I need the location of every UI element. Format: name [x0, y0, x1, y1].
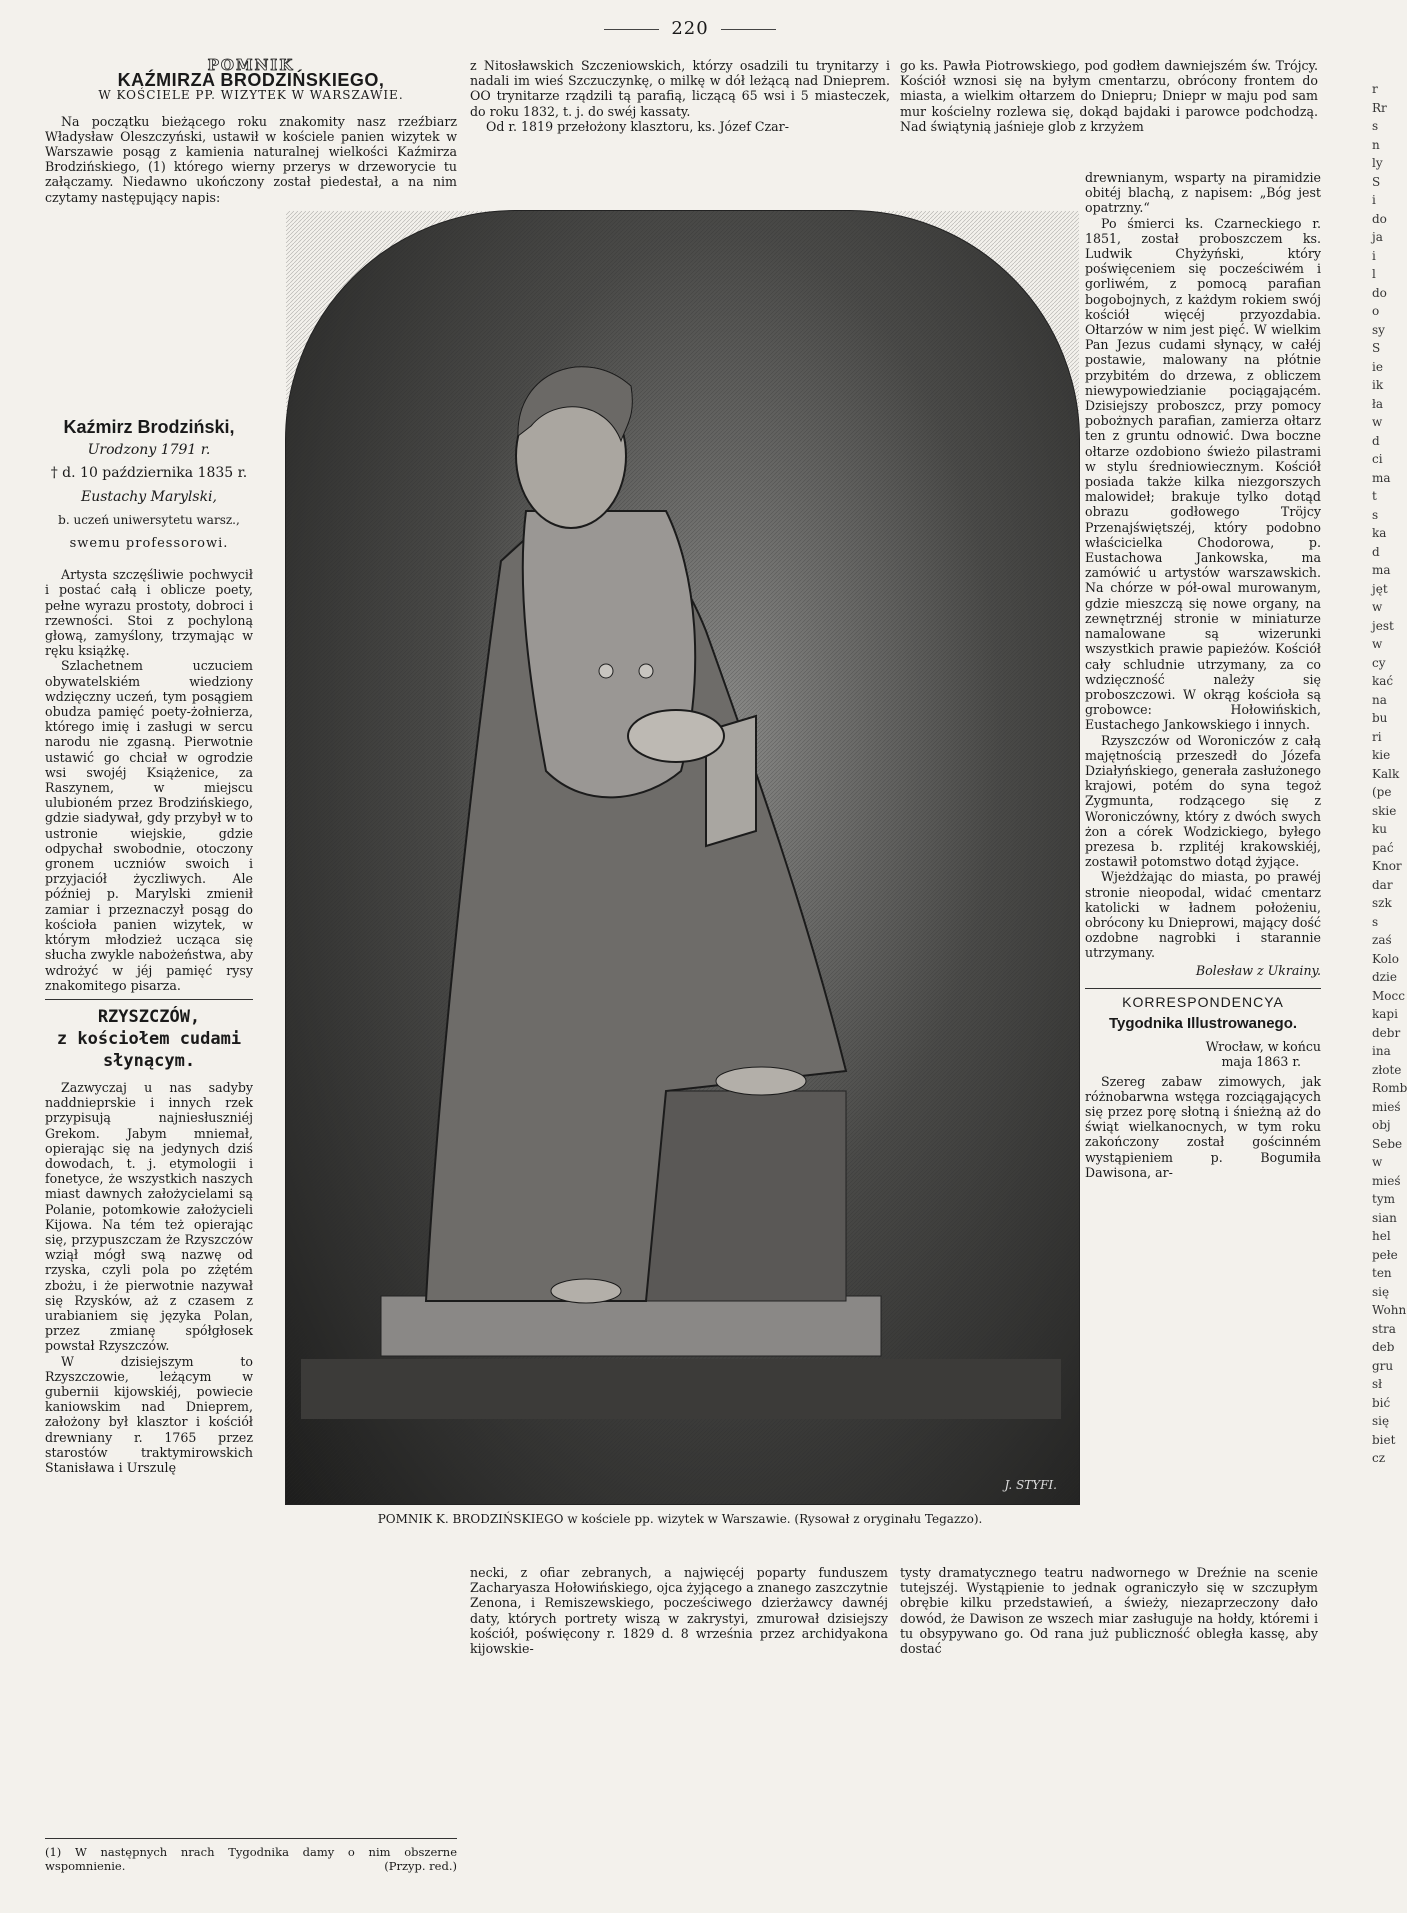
- rock-block: [646, 1091, 846, 1301]
- edge-fragment: ly: [1372, 156, 1383, 170]
- edge-fragment: d: [1372, 433, 1380, 448]
- edge-fragment: zaś: [1372, 933, 1392, 947]
- edge-fragment: (pe: [1372, 785, 1392, 799]
- bottom-middle-column: [470, 1565, 888, 1656]
- edge-fragment: szk: [1372, 896, 1392, 910]
- edge-fragment: w: [1372, 415, 1383, 429]
- footnote: [45, 1838, 457, 1873]
- edge-fragment: Romb: [1372, 1081, 1407, 1095]
- inscription-role: b. uczeń uniwersytetu warsz.,: [58, 512, 240, 527]
- inscription-died: † d. 10 października 1835 r.: [50, 465, 248, 482]
- edge-fragment: S: [1372, 174, 1381, 189]
- edge-fragment: w: [1372, 1155, 1383, 1169]
- edge-fragment: sy: [1372, 322, 1385, 337]
- inscription-author: Eustachy Marylski,: [81, 488, 217, 505]
- edge-fragment: ła: [1372, 396, 1384, 411]
- edge-fragment: się: [1372, 1284, 1390, 1299]
- article-title: KAŹMIRZA BRODZIŃSKIEGO,: [117, 70, 385, 91]
- middle-column-top: [470, 58, 890, 134]
- edge-fragment: r: [1372, 82, 1378, 96]
- edge-fragment: ci: [1372, 452, 1383, 466]
- edge-fragment: ja: [1372, 230, 1383, 244]
- edge-fragment: pełe: [1372, 1247, 1398, 1262]
- edge-fragment: dar: [1372, 877, 1393, 892]
- paragraph: z Nitosławskich Szczeniowskich, którzy osadzili tu trynitarzy i nadali im wieś Szczuczynkę, o milkę w dół leżącą nad Dnieprem. OO trynitarze rządzili tą parafią, liczącą 65 wsi i 5 miasteczek, do roku 1832, t. j. do swéj kassaty.: [470, 58, 890, 119]
- edge-fragment: się: [1372, 1414, 1390, 1428]
- edge-fragment: do: [1372, 285, 1387, 300]
- edge-fragment: stra: [1372, 1321, 1396, 1336]
- coat-button: [639, 664, 653, 678]
- hands: [628, 710, 724, 762]
- edge-fragment: do: [1372, 211, 1387, 226]
- edge-fragment: mieś: [1372, 1099, 1401, 1114]
- edge-fragment: n: [1372, 137, 1380, 152]
- edge-fragment: ik: [1372, 378, 1384, 392]
- paragraph: Szereg zabaw zimowych, jak różnobarwna wstęga rozciągających się przez porę słotną i śnieżną aż do świąt wielkanocnych, w tym roku zakończony został gościnném wystąpieniem p. Bogumiła Dawisona, ar-: [1085, 1073, 1321, 1180]
- foot: [716, 1067, 806, 1095]
- edge-fragment: skie: [1372, 803, 1397, 818]
- edge-fragment: o: [1372, 304, 1380, 318]
- edge-fragment: l: [1372, 267, 1376, 281]
- edge-fragment: jęt: [1372, 581, 1388, 596]
- edge-fragment: ma: [1372, 470, 1391, 485]
- edge-fragment: jest: [1372, 618, 1394, 633]
- illustration-caption: POMNIK K. BRODZIŃSKIEGO w kościele pp. wizytek w Warszawie. (Rysował z oryginału Tegazzo).: [377, 1512, 983, 1526]
- edge-fragment: cy: [1372, 655, 1386, 670]
- edge-fragment: s: [1372, 507, 1379, 522]
- paragraph: drewnianym, wsparty na piramidzie obitéj blachą, z napisem: „Bóg jest opatrzny.“: [1085, 170, 1321, 216]
- edge-fragment: ina: [1372, 1044, 1391, 1058]
- edge-fragment: ku: [1372, 822, 1387, 836]
- edge-fragment: Kalk: [1372, 766, 1400, 781]
- inscription: [45, 410, 253, 1475]
- edge-fragment: cz: [1372, 1451, 1386, 1465]
- pedestal-base: [381, 1296, 881, 1356]
- paragraph: Wjeżdżając do miasta, po prawéj stronie nieopodal, widać cmentarz katolicki w ładnem położeniu, obrócony ku Dnieprowi, mający dość ozdobne nagrobki i starannie utrzymany.: [1085, 869, 1321, 961]
- edge-fragment: ka: [1372, 526, 1387, 540]
- inscription-born: Urodzony 1791 r.: [87, 442, 211, 459]
- left-column: [45, 58, 457, 205]
- paragraph: Po śmierci ks. Czarneckiego r. 1851, został proboszczem ks. Ludwik Chyżyński, który poświęceniem się pocześciwém i gorliwém, z pomocą parafian bogobojnych, z każdym rokiem swój kościół więcéj przyozdabia. Ołtarzów w nim jest pięć. W wielkim Pan Jezus cudami słynący, w całéj postawie, malowany na płótnie przybitém do drzewa, z obliczem niewypowiedzianie pociągającém. Dzisiejszy proboszcz, przy pomocy pobożnych parafian, zamierza ołtarz ten z gruntu odnowić. Dwa boczne ołtarze ozdobiono świeżo pilastrami w stylu średniowiecznym. Kościół posiada także kilka niezgorszych malowideł; brakuje tylko dotąd obrazu godłowego Tröjcy Przenajświętszéj, który podobno właścicielka Chodorowa, p. Eustachowa Jankowska, ma zamówić u artystów warszawskich. Na chórze w pół-owal murowanym, gdzie mieszczą się nowe organy, na zewnętrznéj stronie w miniaturze namalowane są wizerunki wszystkich prawie papieżów. Kościół cały schludnie utrzymany, za co wdzięczność należy się proboszczowi. W okrąg kościoła są grobowce: Hołowińskich, Eustachego Jankowskiego i innych.: [1085, 215, 1321, 733]
- paragraph: Zazwyczaj u nas sadyby naddnieprskie i innych rzek przypisują najniesłuszniéj Grekom. Jabym mniemał, opierając się na jedynych dziś dowodach, t. j. etymologii i fonetyce, że wszystkich naszych miast dawnych założycielami są Polanie, potomkowie założycieli Kijowa. Na tém też opierając się, przypuszczam że Rzyszczów wziął mógł swą nazwę od rzyska, czyli pola po zżętém zbożu, i że pierwotnie nazywał się Rzysków, aż z czasem z urabianiem się języka Polan, przez zmianę spółgłosek powstał Rzyszczów.: [45, 1079, 253, 1354]
- dateline-place: Wrocław, w końcu: [1205, 1039, 1321, 1055]
- edge-fragment: ie: [1372, 359, 1383, 374]
- edge-fragment: debr: [1372, 1025, 1401, 1040]
- section-subtitle: słynącym.: [102, 1050, 196, 1071]
- edge-fragment: na: [1372, 692, 1387, 707]
- statue-drawing: [286, 211, 1079, 1504]
- edge-fragment: bu: [1372, 711, 1388, 725]
- section-subtitle: z kościołem cudami: [56, 1028, 242, 1049]
- article-kicker: POMNIK: [207, 56, 295, 74]
- paragraph: necki, z ofiar zebranych, a najwięcéj poparty funduszem Zacharyasza Hołowińskiego, ojca żyjącego a znanego zaszczytnie Zenona, i Remiszewskiego, pocześciwego dzierżawcy dawnéj daty, których portrety wiszą w zakrystyi, zmurował dzisiejszy kościół, poświęcony r. 1829 d. 8 września przez archidyakona kijowskie-: [470, 1565, 888, 1657]
- section-divider: [45, 999, 253, 1000]
- edge-fragment: gru: [1372, 1358, 1394, 1373]
- edge-fragment: Kolo: [1372, 951, 1399, 966]
- adjacent-page-edge: [1372, 80, 1407, 1913]
- edge-fragment: sł: [1372, 1377, 1383, 1391]
- footnote-text: (1) W następnych nrach Tygodnika damy o nim obszerne wspomnienie.: [45, 1845, 457, 1873]
- edge-fragment: ma: [1372, 563, 1391, 577]
- edge-fragment: Sebe: [1372, 1136, 1403, 1151]
- paragraph: go ks. Pawła Piotrowskiego, pod godłem dawniejszém św. Trójcy. Kościół wznosi się na byłym cmentarzu, obrócony frontem do miasta, a wielkim ołtarzem do Dniepru; Dniepr w maju pod sam mur kościelny rozlewa się, dokąd bajdaki i parowce podchodzą. Nad świątynią jaśnieje glob z krzyżem: [900, 58, 1318, 134]
- edge-fragment: sian: [1372, 1210, 1397, 1225]
- edge-fragment: s: [1372, 119, 1379, 133]
- paragraph: Artysta szczęśliwie pochwycił i postać całą i oblicze poety, pełne wyrazu prostoty, dobroci i rzewności. Stoi z pochyloną głową, zamyślony, trzymając w ręku książkę.: [45, 567, 253, 659]
- artist-signature: J. STYFI.: [1004, 1478, 1057, 1492]
- paragraph: Szlachetnem uczuciem obywatelskiém wiedziony wdzięczny uczeń, tym posągiem obudza pamięć poety-żołnierza, którego imię i zasługi w sercu narodu nie zgasną. Pierwotnie ustawić go chciał w ogrodzie wsi swojéj Książenice, za Raszynem, w miejscu ulubioném przez Brodzińskiego, gdzie siadywał, gdy przybył w to ustronie wiejskie, gdzie odpychał swobodnie, otoczony gronem uczniów swoich i przyjaciół życzliwych. Ale później p. Marylski zmienił zamiar i przeznaczył posąg do kościoła panien wizytek, w którym młodzież ucząca się słucha zwykle nabożeństwa, aby wdrożyć w jéj pamięć rysy znakomitego pisarza.: [45, 658, 253, 993]
- paragraph: Na początku bieżącego roku znakomity nasz rzeźbiarz Władysław Oleszczyński, ustawił w kościele panien wizytek w Warszawie posąg z kamienia naturalnej wielkości Kaźmirza Brodzińskiego, (1) którego wierny przerys w drzeworycie tu załączamy. Niedawno ukończony został piedestał, a na nim czytamy następujący napis:: [45, 113, 457, 205]
- edge-fragment: obj: [1372, 1118, 1391, 1132]
- article-signature: Bolesław z Ukrainy.: [1195, 962, 1321, 978]
- edge-fragment: mieś: [1372, 1173, 1401, 1188]
- edge-fragment: t: [1372, 489, 1377, 503]
- edge-fragment: pać: [1372, 840, 1394, 855]
- edge-fragment: w: [1372, 600, 1383, 614]
- section-divider: [1085, 988, 1321, 989]
- edge-fragment: hel: [1372, 1229, 1391, 1243]
- edge-fragment: kać: [1372, 674, 1394, 688]
- coat-button: [599, 664, 613, 678]
- edge-fragment: Wohn: [1372, 1303, 1407, 1317]
- correspondence-title: Tygodnika Illustrowanego.: [1108, 1014, 1298, 1032]
- pedestal-shadow: [301, 1359, 1061, 1419]
- paragraph: tysty dramatycznego teatru nadwornego w Dreźnie na scenie tutejszéj. Wystąpienie to jednak ograniczyło się w szczupłym obrębie kilku przedstawień, a świeży, niezaprzeczony dało dowód, że Dawison ze wszech miar zasługuje na hołdy, któremi i tu obsypywano go. Od rana już publiczność obległa kassę, aby dostać: [900, 1565, 1318, 1657]
- statue-illustration: [285, 210, 1080, 1505]
- edge-fragment: Knor: [1372, 859, 1402, 873]
- edge-fragment: d: [1372, 544, 1380, 559]
- foot: [551, 1279, 621, 1303]
- section-title: RZYSZCZÓW,: [97, 1006, 201, 1027]
- edge-fragment: bić: [1372, 1395, 1391, 1410]
- article-subtitle: W KOŚCIELE PP. WIZYTEK W WARSZAWIE.: [98, 88, 404, 103]
- dateline-date: maja 1863 r.: [1221, 1054, 1301, 1070]
- edge-fragment: i: [1372, 248, 1376, 263]
- edge-fragment: i: [1372, 193, 1376, 207]
- edge-fragment: s: [1372, 914, 1379, 929]
- bottom-right-column: [900, 1565, 1318, 1656]
- edge-fragment: dzie: [1372, 970, 1397, 984]
- edge-fragment: deb: [1372, 1340, 1395, 1354]
- edge-fragment: złote: [1372, 1062, 1402, 1077]
- right-column: [1085, 170, 1321, 1180]
- edge-fragment: ten: [1372, 1266, 1392, 1280]
- correspondence-heading: KORRESPONDENCYA: [1122, 993, 1284, 1010]
- right-column-top: [900, 58, 1318, 134]
- page-number: 220: [0, 18, 1380, 39]
- inscription-dedication: swemu professorowi.: [69, 536, 229, 552]
- paragraph: Od r. 1819 przełożony klasztoru, ks. Józef Czar-: [486, 118, 789, 134]
- edge-fragment: kapi: [1372, 1007, 1398, 1021]
- paragraph: Rzyszczów od Woroniczów z całą majętnością przeszedł do Józefa Działyńskiego, generała zasłużonego krajowi, potém do syna tegoż Zygmunta, rodzącego się z Woroniczówny, który z dwóch swych żon a córek Wodzickiego, byłego prezesa b. rzplitéj krakowskiéj, zostawił potomstwo dotąd żyjące.: [1085, 732, 1321, 870]
- edge-fragment: w: [1372, 637, 1383, 651]
- edge-fragment: biet: [1372, 1432, 1396, 1447]
- edge-fragment: kie: [1372, 748, 1391, 762]
- edge-fragment: Rr: [1372, 100, 1387, 115]
- edge-fragment: tym: [1372, 1192, 1395, 1206]
- edge-fragment: ri: [1372, 729, 1382, 744]
- edge-fragment: S: [1372, 341, 1381, 355]
- inscription-name: Kaźmirz Brodziński,: [63, 417, 235, 437]
- paragraph: W dzisiejszym to Rzyszczowie, leżącym w gubernii kijowskiéj, powiecie kaniowskim nad Dnieprem, założony był klasztor i kościół drewniany r. 1765 przez starostów traktymirowskich Stanisława i Urszulę: [45, 1353, 253, 1475]
- footnote-signature: (Przyp. red.): [384, 1859, 457, 1873]
- edge-fragment: Mocc: [1372, 988, 1405, 1003]
